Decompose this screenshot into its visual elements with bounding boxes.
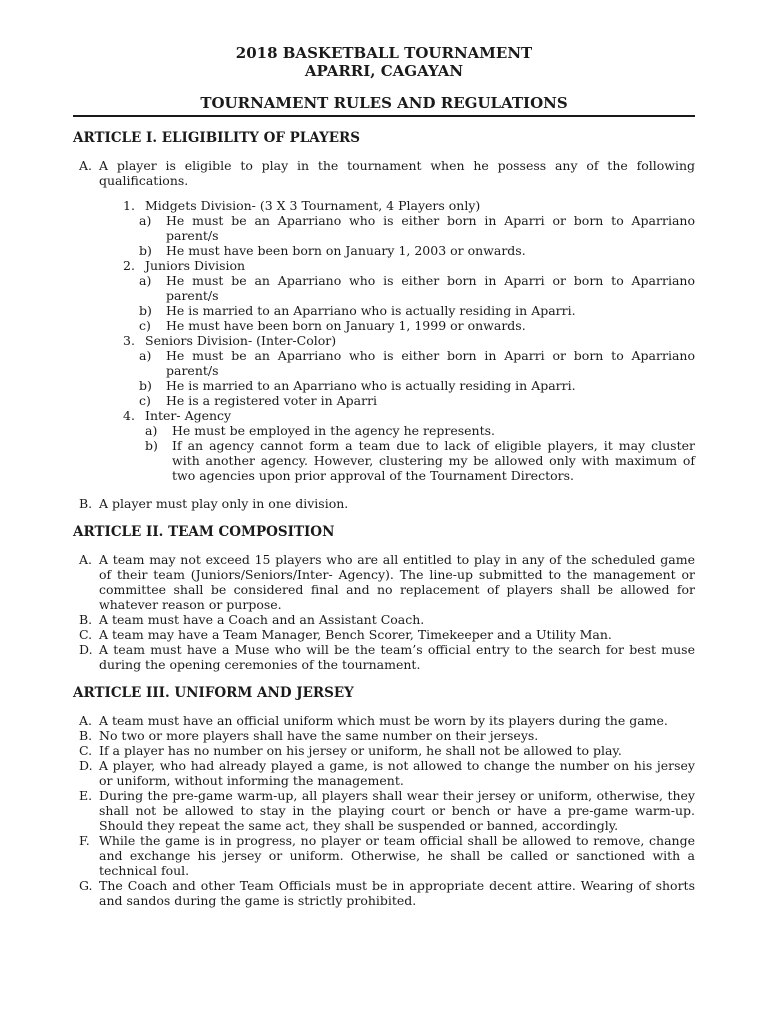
requirement-letter: a) <box>145 423 158 438</box>
requirement-letter: b) <box>139 378 152 393</box>
rules-title: TOURNAMENT RULES AND REGULATIONS <box>73 94 695 117</box>
division-name: Midgets Division- (3 X 3 Tournament, 4 Players only) <box>145 198 481 213</box>
item-text: During the pre-game warm-up, all players shall wear their jersey or uniform, otherwise, they shall not be allowed to stay in the playing court or bench or have a pre-game warm-up. Should they repeat the same act, they shall be suspended or banned, accordingly. <box>99 788 695 833</box>
requirement-letter: b) <box>145 438 158 453</box>
division-list <box>73 198 695 483</box>
requirement-item <box>139 303 695 318</box>
requirement-text: He is a registered voter in Aparri <box>166 393 378 408</box>
requirement-letter: b) <box>139 303 152 318</box>
requirement-item <box>139 348 695 378</box>
list-item <box>73 612 695 627</box>
list-item <box>73 627 695 642</box>
requirement-item <box>139 378 695 393</box>
division-name: Seniors Division- (Inter-Color) <box>145 333 337 348</box>
item-text: A team may have a Team Manager, Bench Scorer, Timekeeper and a Utility Man. <box>99 627 612 642</box>
item-marker: A. <box>79 713 93 728</box>
article-1-list <box>73 158 695 511</box>
list-item <box>73 552 695 612</box>
article-2-list <box>73 552 695 672</box>
requirement-list <box>123 273 695 333</box>
requirement-text: If an agency cannot form a team due to lack of eligible players, it may cluster with another agency. However, clustering my be allowed only with maximum of two agencies upon prior approval of the Tournament Directors. <box>172 438 695 483</box>
article-3-list <box>73 713 695 908</box>
requirement-list <box>123 213 695 258</box>
item-marker: C. <box>79 743 93 758</box>
item-text: While the game is in progress, no player or team official shall be allowed to remove, change and exchange his jersey or uniform. Otherwise, he shall be called or sanctioned with a technical foul. <box>99 833 695 878</box>
item-marker: G. <box>79 878 93 893</box>
item-marker: D. <box>79 642 93 657</box>
division-4 <box>123 408 695 483</box>
item-text: A player is eligible to play in the tournament when he possess any of the following qualifications. <box>99 158 695 188</box>
list-item <box>73 642 695 672</box>
list-item <box>73 758 695 788</box>
requirement-item <box>139 273 695 303</box>
item-text: A player must play only in one division. <box>99 496 349 511</box>
document-title: 2018 BASKETBALL TOURNAMENT <box>235 44 533 62</box>
item-text: The Coach and other Team Officials must be in appropriate decent attire. Wearing of shorts and sandos during the game is strictly prohibited. <box>99 878 695 908</box>
division-number: 4. <box>123 408 135 423</box>
item-marker: A. <box>79 552 93 567</box>
requirement-text: He is married to an Aparriano who is actually residing in Aparri. <box>166 303 576 318</box>
list-item <box>73 833 695 878</box>
requirement-text: He must have been born on January 1, 2003 or onwards. <box>166 243 526 258</box>
item-text: If a player has no number on his jersey or uniform, he shall not be allowed to play. <box>99 743 622 758</box>
requirement-letter: c) <box>139 318 151 333</box>
requirement-item <box>145 438 695 483</box>
division-2 <box>123 258 695 333</box>
requirement-letter: a) <box>139 213 152 228</box>
requirement-text: He must be an Aparriano who is either born in Aparri or born to Aparriano parent/s <box>166 273 695 303</box>
article-2-section <box>73 524 695 672</box>
item-marker: A. <box>79 158 93 173</box>
item-marker: D. <box>79 758 93 773</box>
requirement-text: He must be an Aparriano who is either born in Aparri or born to Aparriano parent/s <box>166 213 695 243</box>
item-text: A team may not exceed 15 players who are all entitled to play in any of the scheduled game of their team (Juniors/Seniors/Inter- Agency). The line-up submitted to the management or committee shall be considered final and no replacement of players shall be allowed for whatever reason or purpose. <box>99 552 695 612</box>
list-item <box>73 713 695 728</box>
item-text: A team must have an official uniform which must be worn by its players during the game. <box>99 713 668 728</box>
division-name: Inter- Agency <box>145 408 232 423</box>
requirement-text: He must have been born on January 1, 1999 or onwards. <box>166 318 526 333</box>
requirement-letter: a) <box>139 348 152 363</box>
item-marker: B. <box>79 612 93 627</box>
item-marker: C. <box>79 627 93 642</box>
requirement-item <box>139 318 695 333</box>
item-marker: B. <box>79 728 93 743</box>
item-text: A team must have a Coach and an Assistant Coach. <box>99 612 425 627</box>
item-marker: B. <box>79 496 93 511</box>
division-number: 1. <box>123 198 135 213</box>
document-location: APARRI, CAGAYAN <box>304 62 464 80</box>
requirement-item <box>139 393 695 408</box>
requirement-letter: c) <box>139 393 151 408</box>
division-3 <box>123 333 695 408</box>
division-1 <box>123 198 695 258</box>
requirement-list <box>123 348 695 408</box>
requirement-text: He is married to an Aparriano who is actually residing in Aparri. <box>166 378 576 393</box>
list-item <box>73 743 695 758</box>
requirement-item <box>139 243 695 258</box>
division-name: Juniors Division <box>145 258 246 273</box>
article-1-heading: ARTICLE I. ELIGIBILITY OF PLAYERS <box>73 130 361 146</box>
requirement-letter: b) <box>139 243 152 258</box>
requirement-text: He must be an Aparriano who is either born in Aparri or born to Aparriano parent/s <box>166 348 695 378</box>
requirement-text: He must be employed in the agency he represents. <box>172 423 496 438</box>
article-3-heading: ARTICLE III. UNIFORM AND JERSEY <box>73 685 354 701</box>
item-marker: F. <box>79 833 90 848</box>
item-text: A team must have a Muse who will be the team’s official entry to the search for best muse during the opening ceremonies of the tournament. <box>99 642 695 672</box>
list-item <box>73 788 695 833</box>
requirement-item <box>139 213 695 243</box>
item-text: No two or more players shall have the same number on their jerseys. <box>99 728 539 743</box>
division-number: 3. <box>123 333 135 348</box>
article-1-section <box>73 130 695 511</box>
requirement-letter: a) <box>139 273 152 288</box>
article-1-item-b <box>73 496 695 511</box>
item-marker: E. <box>79 788 93 803</box>
article-3-section <box>73 685 695 908</box>
requirement-item <box>145 423 695 438</box>
list-item <box>73 728 695 743</box>
article-2-heading: ARTICLE II. TEAM COMPOSITION <box>73 524 335 540</box>
article-1-item-a <box>73 158 695 188</box>
division-number: 2. <box>123 258 135 273</box>
item-text: A player, who had already played a game, is not allowed to change the number on his jersey or uniform, without informing the management. <box>99 758 695 788</box>
list-item <box>73 878 695 908</box>
requirement-list <box>123 423 695 483</box>
